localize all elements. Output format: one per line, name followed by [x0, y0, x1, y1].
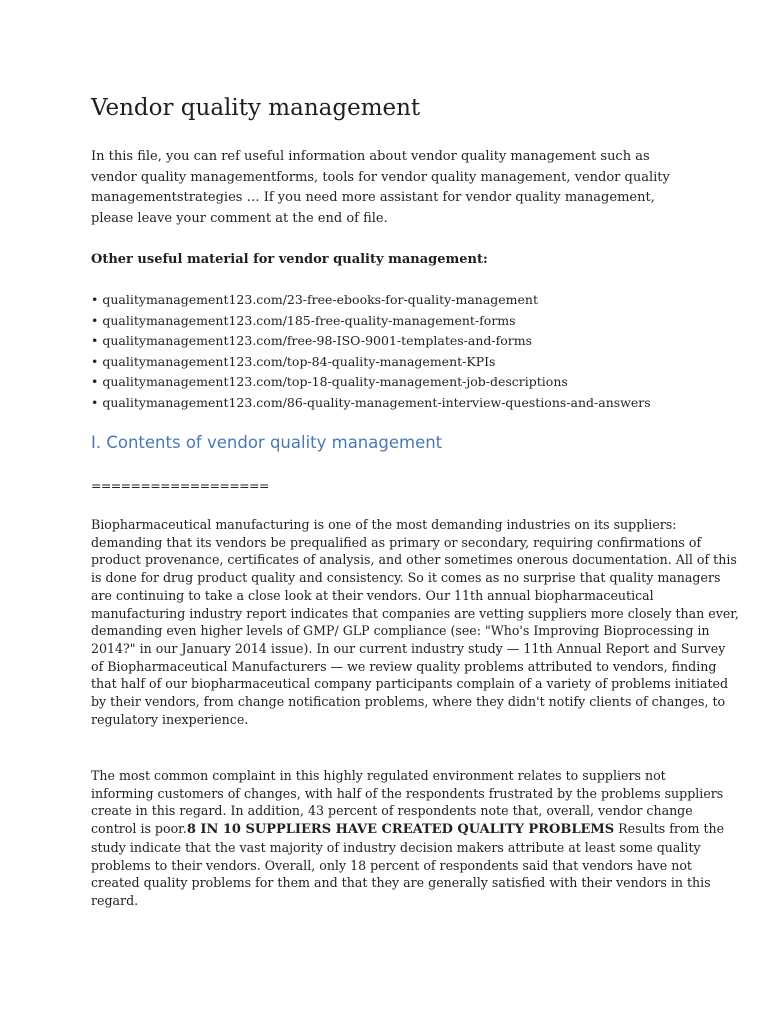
- useful-material-heading: Other useful material for vendor quality management:: [91, 252, 488, 267]
- useful-link: • qualitymanagement123.com/185-free-quality-management-forms: [91, 311, 651, 332]
- useful-links-list: [91, 290, 651, 414]
- useful-link: • qualitymanagement123.com/free-98-ISO-9001-templates-and-forms: [91, 331, 651, 352]
- useful-link: • qualitymanagement123.com/86-quality-management-interview-questions-and-answers: [91, 393, 651, 414]
- paragraph2-text-before: The most common complaint in this highly regulated environment relates to suppliers not informing customers of changes, with half of the respondents frustrated by the problems suppliers create in this regard. In addition, 43 percent of respondents note that, overall, vendor change control is poor.: [91, 768, 724, 837]
- document-title: Vendor quality management: [91, 95, 421, 121]
- section-heading: I. Contents of vendor quality management: [91, 433, 443, 452]
- useful-link: • qualitymanagement123.com/top-18-quality-management-job-descriptions: [91, 372, 651, 393]
- body-paragraph-2: [91, 767, 731, 910]
- intro-paragraph: In this file, you can ref useful information about vendor quality management such as vendor quality managementforms, tools for vendor quality management, vendor quality managementstrategies … If you need more assistant for vendor quality management, please leave your comment at the end of file.: [91, 149, 670, 226]
- body-paragraph-1: Biopharmaceutical manufacturing is one of the most demanding industries on its suppliers: demanding that its vendors be prequalified as primary or secondary, requiring confirmations of product provenance, certificates of analysis, and other sometimes onerous documentation. All of this is done for drug product quality and consistency. So it comes as no surprise that quality managers are continuing to take a close look at their vendors. Our 11th annual biopharmaceutical manufacturing industry report indicates that companies are vetting suppliers more closely than ever, demanding even higher levels of GMP/ GLP compliance (see: "Who's Improving Bioprocessing in 2014?" in our January 2014 issue). In our current industry study — 11th Annual Report and Survey of Biopharmaceutical Manufacturers — we review quality problems attributed to vendors, finding that half of our biopharmaceutical company participants complain of a variety of problems initiated by their vendors, from change notification problems, where they didn't notify clients of changes, to regulatory inexperience.: [91, 517, 739, 727]
- paragraph2-text-after: Results from the study indicate that the vast majority of industry decision makers attribute at least some quality problems to their vendors. Overall, only 18 percent of respondents said that vendors have not created quality problems for them and that they are generally satisfied with their vendors in this regard.: [91, 821, 725, 908]
- useful-link: • qualitymanagement123.com/top-84-quality-management-KPIs: [91, 352, 651, 373]
- useful-link: • qualitymanagement123.com/23-free-ebooks-for-quality-management: [91, 290, 651, 311]
- paragraph2-bold-heading: 8 IN 10 SUPPLIERS HAVE CREATED QUALITY PROBLEMS: [186, 822, 615, 838]
- divider-text: ==================: [91, 478, 269, 493]
